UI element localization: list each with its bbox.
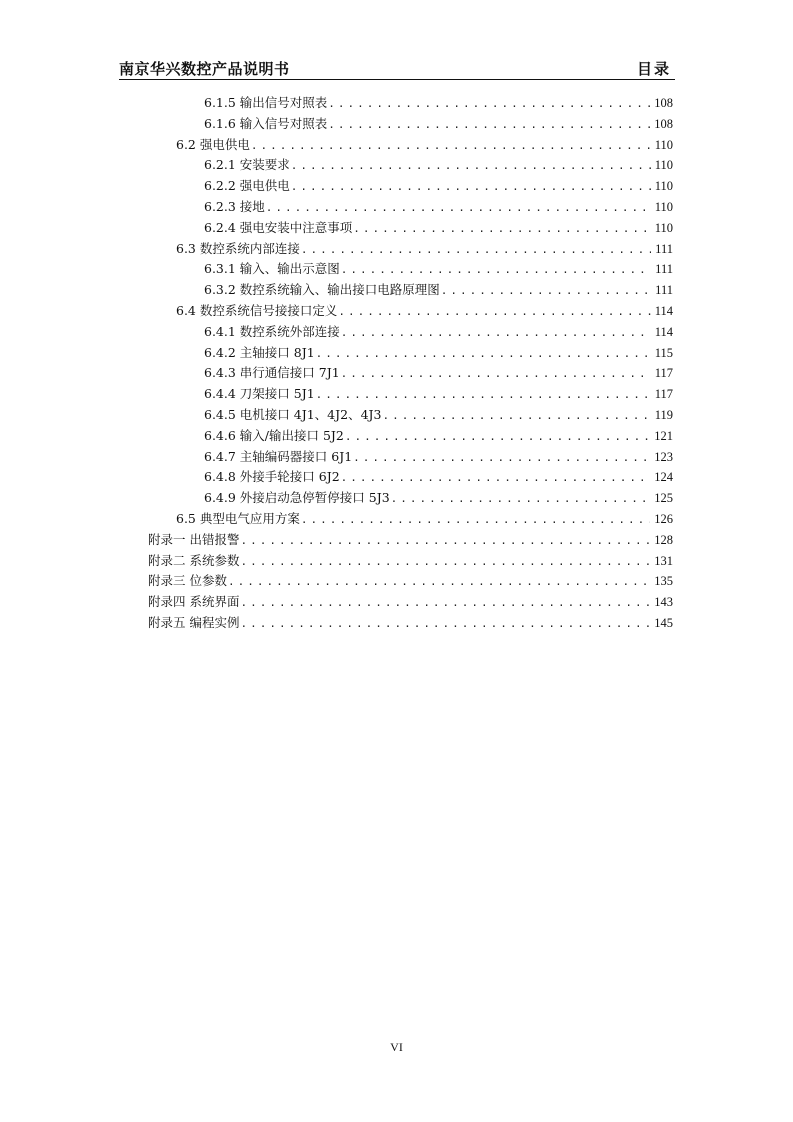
toc-entry-page: 117 (654, 387, 673, 402)
toc-entry-label: 6.4.3 串行通信接口 7J1 (204, 365, 340, 381)
toc-entry-label: 6.1.6 输入信号对照表 (204, 115, 328, 131)
toc-dot-leader (341, 364, 651, 384)
toc-dot-leader (266, 198, 651, 218)
toc-entry-label: 6.2.3 接地 (204, 199, 265, 214)
toc-dot-leader (291, 156, 651, 176)
page-number: VI (390, 1040, 403, 1054)
toc-dot-leader (240, 614, 650, 634)
toc-dot-leader (441, 281, 651, 301)
page-header (119, 57, 675, 80)
toc-entry[interactable] (204, 426, 673, 446)
toc-entry-page: 125 (654, 491, 673, 506)
toc-entry-label: 6.2.1 安装要求 (204, 157, 290, 173)
toc-entry-page: 111 (655, 283, 673, 298)
toc-entry[interactable] (148, 530, 673, 550)
toc-entry[interactable] (204, 322, 673, 342)
toc-dot-leader (251, 136, 651, 156)
toc-entry-page: 114 (654, 304, 673, 318)
toc-dot-leader (338, 302, 650, 322)
toc-entry-page: 126 (654, 512, 673, 526)
toc-entry-page: 111 (655, 262, 673, 277)
toc-entry-label: 6.2.4 强电安装中注意事项 (204, 219, 353, 235)
toc-entry[interactable] (204, 93, 673, 113)
toc-dot-leader (291, 177, 651, 197)
toc-entry[interactable] (204, 447, 673, 467)
toc-entry-label: 6.4.8 外接手轮接口 6J2 (204, 469, 340, 485)
toc-entry-page: 110 (654, 200, 673, 214)
toc-entry[interactable] (204, 363, 673, 383)
toc-entry[interactable] (148, 592, 673, 612)
toc-entry-page: 145 (654, 616, 673, 630)
toc-entry-label: 6.2.2 强电供电 (204, 178, 290, 194)
toc-entry-label: 6.4.1 数控系统外部连接 (204, 323, 340, 339)
toc-entry-label: 附录四 系统界面 (148, 594, 240, 610)
toc-dot-leader (345, 427, 650, 447)
toc-entry-page: 131 (654, 553, 673, 568)
toc-entry[interactable] (204, 218, 673, 238)
toc-entry-label: 6.3 数控系统内部连接 (176, 240, 300, 256)
toc-entry[interactable] (204, 384, 673, 404)
toc-entry-label: 6.4.7 主轴编码器接口 6J1 (204, 448, 353, 464)
toc-dot-leader (316, 344, 651, 364)
toc-entry-label: 6.2 强电供电 (176, 136, 250, 152)
toc-entry[interactable] (176, 509, 673, 529)
toc-entry-page: 135 (654, 574, 673, 589)
toc-dot-leader (301, 240, 651, 260)
toc-dot-leader (391, 489, 651, 509)
toc-entry-label: 6.4.2 主轴接口 8J1 (204, 344, 315, 360)
toc-entry-page: 110 (654, 137, 673, 152)
toc-entry-page: 143 (654, 595, 673, 610)
toc-dot-leader (228, 572, 650, 592)
toc-entry-page: 115 (654, 345, 673, 360)
toc-entry[interactable] (148, 551, 673, 571)
toc-entry-label: 附录五 编程实例 (148, 615, 240, 630)
toc-entry-label: 6.4.9 外接启动急停暂停接口 5J3 (204, 490, 390, 506)
toc-entry-page: 119 (654, 408, 673, 422)
toc-entry-page: 110 (654, 220, 673, 235)
header-title: 南京华兴数控产品说明书 (119, 60, 290, 78)
toc-entry[interactable] (176, 301, 673, 321)
toc-entry-page: 108 (654, 116, 673, 131)
toc-dot-leader (328, 115, 650, 135)
toc-entry[interactable] (176, 135, 673, 155)
toc-entry[interactable] (204, 176, 673, 196)
toc-entry-page: 110 (654, 158, 673, 173)
toc-entry[interactable] (204, 280, 673, 300)
toc-entry[interactable] (204, 259, 673, 279)
toc-dot-leader (301, 510, 650, 530)
toc-entry-label: 6.5 典型电气应用方案 (176, 511, 300, 526)
toc-entry-page: 124 (654, 470, 673, 485)
toc-dot-leader (316, 385, 651, 405)
toc-entry-label: 附录二 系统参数 (148, 552, 240, 568)
toc-entry-label: 6.4 数控系统信号接接口定义 (176, 303, 338, 318)
toc-entry-label: 附录一 出错报警 (148, 531, 240, 547)
toc-entry-label: 6.4.4 刀架接口 5J1 (204, 386, 315, 402)
header-section: 目录 (636, 60, 671, 78)
toc-entry-page: 111 (655, 241, 673, 256)
toc-dot-leader (341, 468, 651, 488)
toc-entry-label: 6.3.2 数控系统输入、输出接口电路原理图 (204, 282, 440, 298)
toc-entry-page: 123 (654, 449, 673, 464)
toc-entry-page: 114 (654, 324, 673, 339)
toc-entry-page: 117 (654, 366, 673, 381)
toc-entry-label: 6.4.6 输入/输出接口 5J2 (204, 427, 344, 443)
toc-entry[interactable] (148, 613, 673, 633)
toc-entry[interactable] (204, 467, 673, 487)
toc-dot-leader (240, 593, 650, 613)
toc-entry[interactable] (176, 239, 673, 259)
toc-entry[interactable] (204, 405, 673, 425)
toc-entry-label: 附录三 位参数 (148, 573, 227, 589)
toc-dot-leader (353, 219, 650, 239)
toc-dot-leader (383, 406, 651, 426)
toc-entry-page: 110 (654, 179, 673, 194)
toc-dot-leader (240, 552, 650, 572)
toc-entry-label: 6.4.5 电机接口 4J1、4J2、4J3 (204, 407, 382, 422)
toc-dot-leader (240, 531, 650, 551)
toc-entry[interactable] (204, 488, 673, 508)
toc-entry[interactable] (204, 197, 673, 217)
toc-entry-page: 128 (654, 532, 673, 547)
toc-dot-leader (353, 448, 650, 468)
toc-dot-leader (328, 94, 650, 114)
toc-entry-page: 108 (654, 96, 673, 110)
toc-entry[interactable] (204, 155, 673, 175)
toc-dot-leader (341, 260, 651, 280)
toc-entry-label: 6.3.1 输入、输出示意图 (204, 261, 340, 277)
toc-entry[interactable] (204, 114, 673, 134)
toc-entry[interactable] (204, 343, 673, 363)
toc-entry-page: 121 (654, 428, 673, 443)
toc-dot-leader (341, 323, 651, 343)
toc-entry[interactable] (148, 571, 673, 591)
toc-entry-label: 6.1.5 输出信号对照表 (204, 95, 328, 110)
